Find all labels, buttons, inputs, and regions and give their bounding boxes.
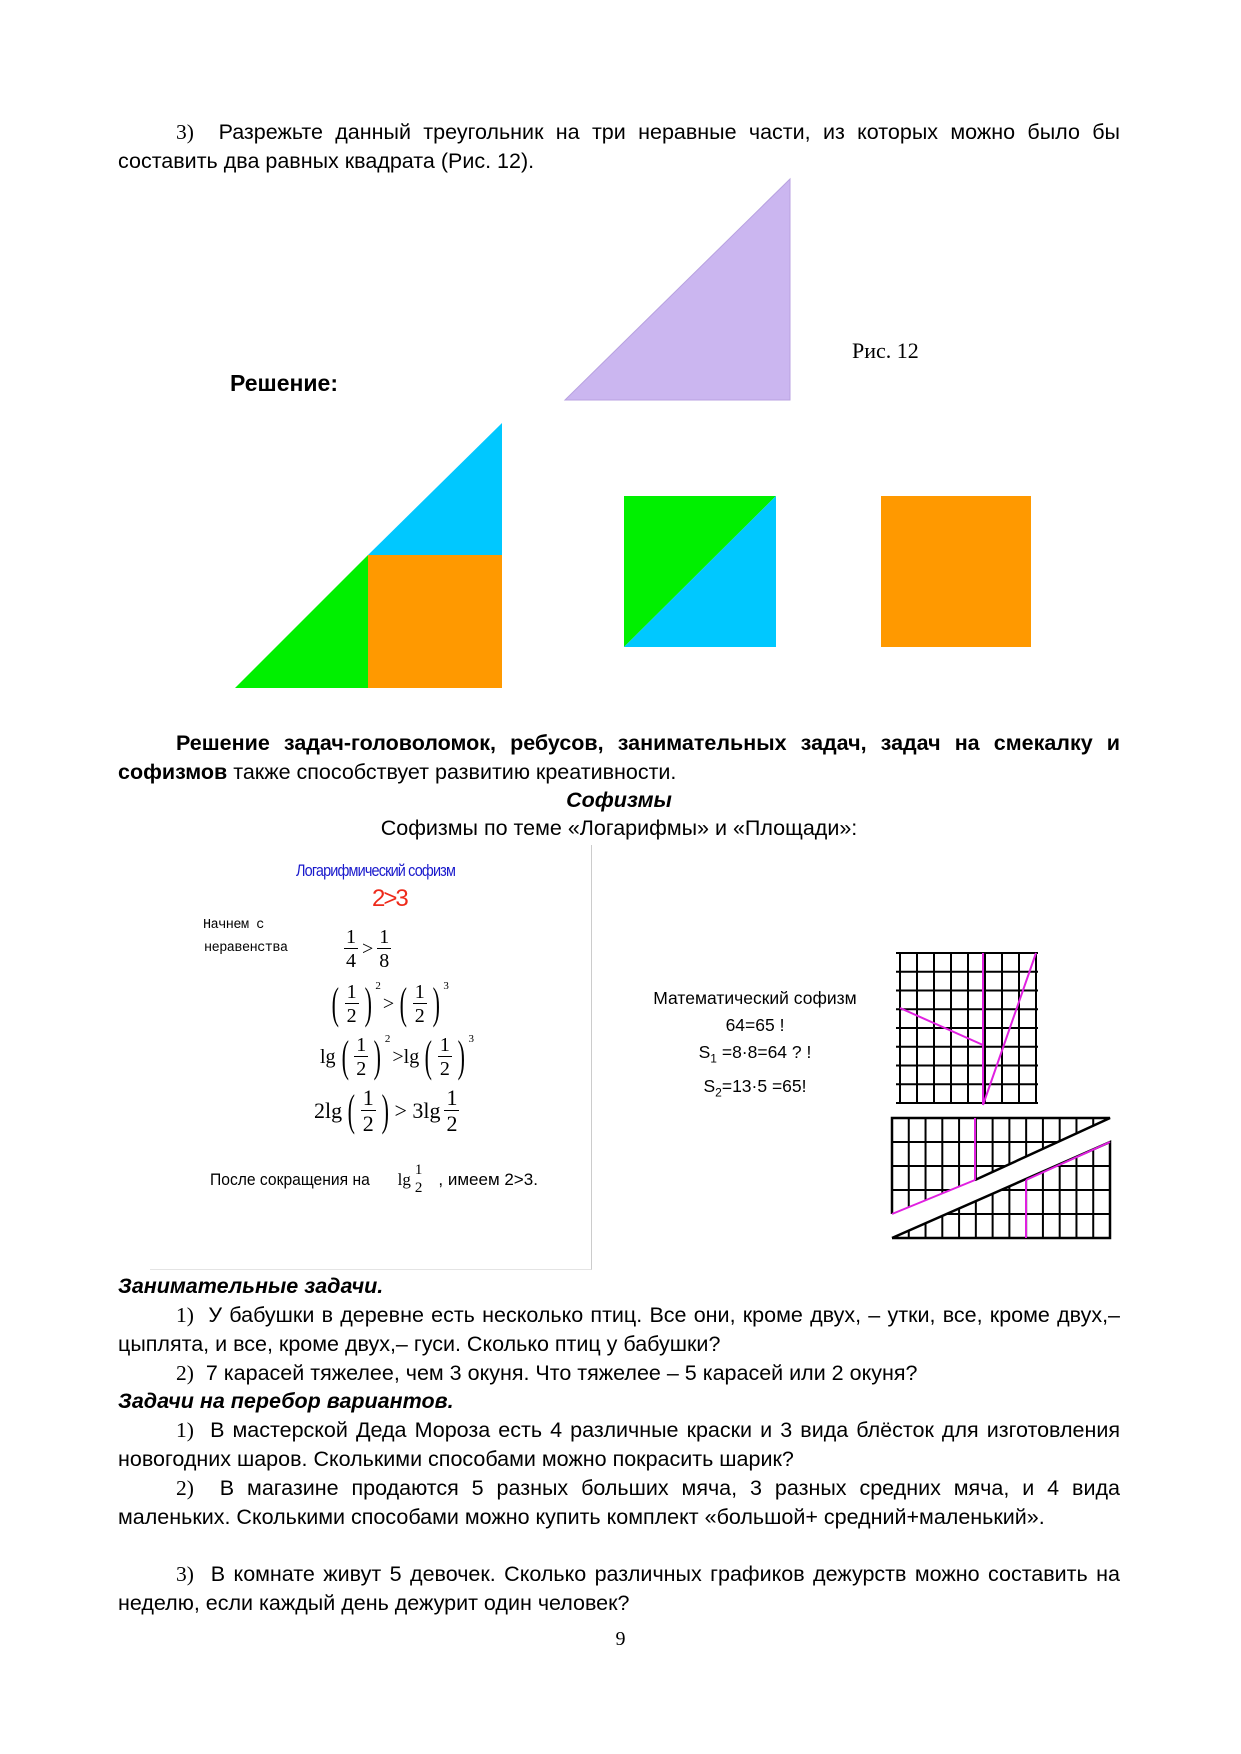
cut-line [892, 1180, 975, 1214]
cut-line [1026, 1142, 1110, 1180]
s1-symbol: S [698, 1042, 711, 1062]
intro-rest: также способствует развитию креативности. [227, 759, 677, 784]
item-text: У бабушки в деревне есть несколько птиц. Все они, кроме двух, – утки, все, кроме двух,– цыплята, и все, кроме двух,– гуси. Сколько птиц у бабушки? [118, 1303, 1121, 1356]
denominator: 2 [446, 1111, 458, 1136]
start-label-1: Начнем с [203, 918, 264, 933]
s1-subscript: 1 [710, 1051, 717, 1066]
item-number: 1) [176, 1418, 194, 1442]
parenthesized-fraction: ( $\frac{1}{2}$ ) $^2$ [341, 1032, 391, 1081]
denominator: 2 [414, 1180, 423, 1196]
formula-text: > [362, 937, 374, 960]
formula-text: > 3lg [394, 1098, 441, 1123]
enum-item-3 [118, 1560, 1120, 1617]
enum-item-1 [118, 1416, 1120, 1473]
area-sophism-claim: 64=65 ! [725, 1015, 785, 1035]
task-text: Разрежьте данный треугольник на три неравные части, из которых можно было бы составить два равных квадрата (Рис. 12). [118, 120, 1120, 173]
formula-text: > [382, 992, 395, 1015]
log-sophism-claim: 2>3 [372, 885, 407, 912]
cut-line [900, 1008, 983, 1045]
numerator: 1 [414, 981, 425, 1003]
denominator: 2 [439, 1058, 450, 1080]
conclusion-prefix: После сокращения на [210, 1169, 370, 1189]
conclusion-suffix: , имеем 2>3. [438, 1169, 538, 1189]
denominator: 2 [362, 1111, 374, 1136]
exponent: 3 [468, 1033, 475, 1045]
numerator: 1 [446, 1085, 458, 1110]
denominator: 4 [346, 950, 356, 972]
numerator: 1 [346, 926, 356, 948]
item-text: В комнате живут 5 девочек. Сколько различных графиков дежурств можно составить на неделю, если каждый день дежурит один человек? [118, 1562, 1120, 1615]
conclusion-lg: lg [397, 1169, 411, 1189]
item-text: В магазине продаются 5 разных больших мяча, 3 разных средних мяча, и 4 вида маленьких. Сколькими способами можно купить комплект «большой+ средний+маленький». [118, 1476, 1120, 1529]
exponent: 2 [384, 1033, 391, 1045]
denominator: 2 [414, 1005, 425, 1027]
exponent: 2 [375, 980, 381, 992]
numerator: 1 [362, 1085, 374, 1110]
enum-heading: Задачи на перебор вариантов. [118, 1389, 454, 1413]
denominator: 2 [356, 1058, 367, 1080]
enum-item-2 [118, 1474, 1120, 1531]
intro-bold: Решение задач-головоломок, ребусов, занимательных задач, задач на смекалку и софизмов [118, 731, 1120, 784]
denominator: 8 [379, 950, 390, 972]
fun-item-2 [118, 1359, 1120, 1388]
numerator: 1 [379, 926, 390, 948]
fun-item-1 [118, 1301, 1120, 1358]
sophisms-heading: Софизмы [566, 788, 672, 812]
s2-subscript: 2 [715, 1085, 722, 1099]
sophisms-subtitle: Софизмы по теме «Логарифмы» и «Площади»: [380, 816, 858, 840]
denominator: 2 [346, 1005, 357, 1027]
parenthesized-fraction: ( $\frac{1}{2}$ ) $^3$ [399, 979, 449, 1028]
figure-caption: Рис. 12 [852, 338, 919, 363]
s1-value: =8·8=64 ? ! [716, 1042, 812, 1062]
solution-label: Решение: [230, 370, 339, 396]
item-number: 2) [176, 1361, 194, 1385]
area-sophism-title: Математический софизм [653, 988, 857, 1008]
parenthesized-fraction: ( $\frac{1}{2}$ ) $^2$ [331, 979, 381, 1028]
s2-symbol: S [703, 1075, 716, 1096]
formula-text: lg [320, 1045, 336, 1068]
formula-text: 2lg [314, 1098, 343, 1123]
log-sophism-title: Логарифмический софизм [296, 861, 456, 880]
item-number: 3) [176, 1562, 194, 1586]
numerator: 1 [346, 981, 357, 1003]
parenthesized-fraction: ( $\frac{1}{2}$ ) $^3$ [424, 1032, 475, 1081]
fun-heading: Занимательные задачи. [118, 1274, 384, 1298]
item-number: 2) [176, 1476, 194, 1500]
parenthesized-fraction: ( $\frac{1}{2}$ ) [347, 1085, 389, 1136]
s2-value: =13·5 =65! [721, 1075, 807, 1096]
task-number: 3) [176, 120, 194, 144]
numerator: 1 [439, 1034, 450, 1056]
start-label-2: неравенства [204, 941, 288, 956]
page-number: 9 [615, 1628, 626, 1650]
numerator: 1 [414, 1162, 423, 1178]
square-8x8-grid [896, 953, 1038, 1103]
formula-text: >lg [392, 1045, 420, 1068]
item-text: 7 карасей тяжелее, чем 3 окуня. Что тяжелее – 5 карасей или 2 окуня? [205, 1361, 918, 1385]
item-text: В мастерской Деда Мороза есть 4 различные краски и 3 вида блёсток для изготовления новогодних шаров. Сколькими способами можно покрасить шарик? [118, 1418, 1120, 1471]
exponent: 3 [443, 980, 449, 992]
numerator: 1 [356, 1034, 367, 1056]
item-number: 1) [176, 1303, 194, 1327]
